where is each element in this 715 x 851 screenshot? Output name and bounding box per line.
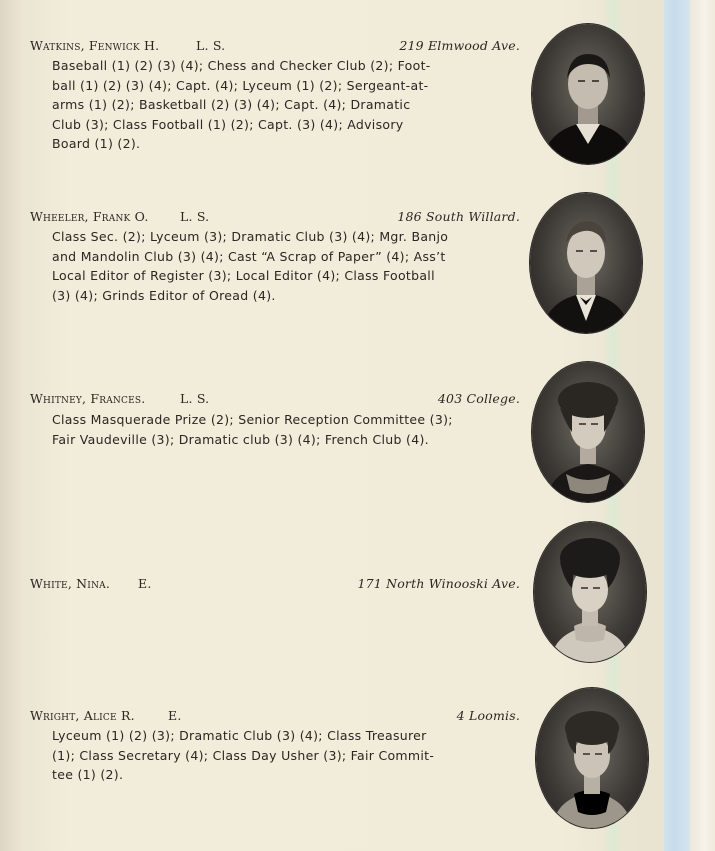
entry-heading: [30, 576, 520, 594]
student-address: 219 Elmwood Ave.: [399, 38, 520, 53]
text-line: (3) (4); Grinds Editor of Oread (4).: [52, 287, 276, 303]
text-line: Class Masquerade Prize (2); Senior Reception Committee (3);: [52, 412, 453, 427]
text-line: ball (1) (2) (3) (4); Capt. (4); Lyceum (1) (2); Sergeant-at-: [52, 77, 429, 93]
portrait-figure: [534, 522, 646, 662]
student-address: 4 Loomis.: [456, 708, 520, 723]
page-edge-stripe: [664, 0, 690, 851]
portrait-photo: [532, 24, 644, 164]
activities-text: [52, 56, 518, 154]
activities-text: [52, 227, 518, 305]
text-line: arms (1) (2); Basketball (2) (3) (4); Capt. (4); Dramatic: [52, 97, 411, 113]
student-degree: L. S.: [180, 391, 210, 406]
text-line: Lyceum (1) (2) (3); Dramatic Club (3) (4); Class Treasurer: [52, 728, 427, 743]
entry-heading: [30, 708, 520, 726]
text-line: Board (1) (2).: [52, 136, 141, 152]
text-line: Baseball (1) (2) (3) (4); Chess and Checker Club (2); Foot-: [52, 58, 431, 73]
student-degree: E.: [168, 708, 182, 723]
student-degree: L. S.: [180, 209, 210, 224]
student-address: 186 South Willard.: [397, 209, 520, 224]
entry-heading: [30, 391, 520, 409]
portrait-photo: [532, 362, 644, 502]
page-edge: [690, 0, 715, 851]
text-line: and Mandolin Club (3) (4); Cast “A Scrap of Paper” (4); Ass’t: [52, 248, 446, 264]
text-line: tee (1) (2).: [52, 767, 124, 783]
student-degree: E.: [138, 576, 152, 591]
entry-heading: [30, 38, 520, 56]
activities-text: [52, 726, 518, 785]
student-address: 403 College.: [437, 391, 520, 406]
portrait-figure: [530, 193, 642, 333]
student-name: Watkins, Fenwick H.: [30, 38, 160, 53]
text-line: Class Sec. (2); Lyceum (3); Dramatic Club (3) (4); Mgr. Banjo: [52, 229, 449, 244]
activities-text: [52, 410, 518, 449]
entry-heading: [30, 209, 520, 227]
text-line: Local Editor of Register (3); Local Editor (4); Class Football: [52, 268, 435, 284]
portrait-photo: [534, 522, 646, 662]
student-name: Whitney, Frances.: [30, 391, 146, 406]
student-name: Wheeler, Frank O.: [30, 209, 149, 224]
text-line: Club (3); Class Football (1) (2); Capt. (3) (4); Advisory: [52, 116, 404, 132]
text-line: (1); Class Secretary (4); Class Day Usher (3); Fair Commit-: [52, 747, 435, 763]
portrait-photo: [530, 193, 642, 333]
student-name: White, Nina.: [30, 576, 111, 591]
portrait-figure: [532, 362, 644, 502]
student-degree: L. S.: [196, 38, 226, 53]
portrait-figure: [532, 24, 644, 164]
student-address: 171 North Winooski Ave.: [357, 576, 520, 591]
student-name: Wright, Alice R.: [30, 708, 135, 723]
portrait-figure: [536, 688, 648, 828]
portrait-photo: [536, 688, 648, 828]
text-line: Fair Vaudeville (3); Dramatic club (3) (4); French Club (4).: [52, 431, 429, 447]
